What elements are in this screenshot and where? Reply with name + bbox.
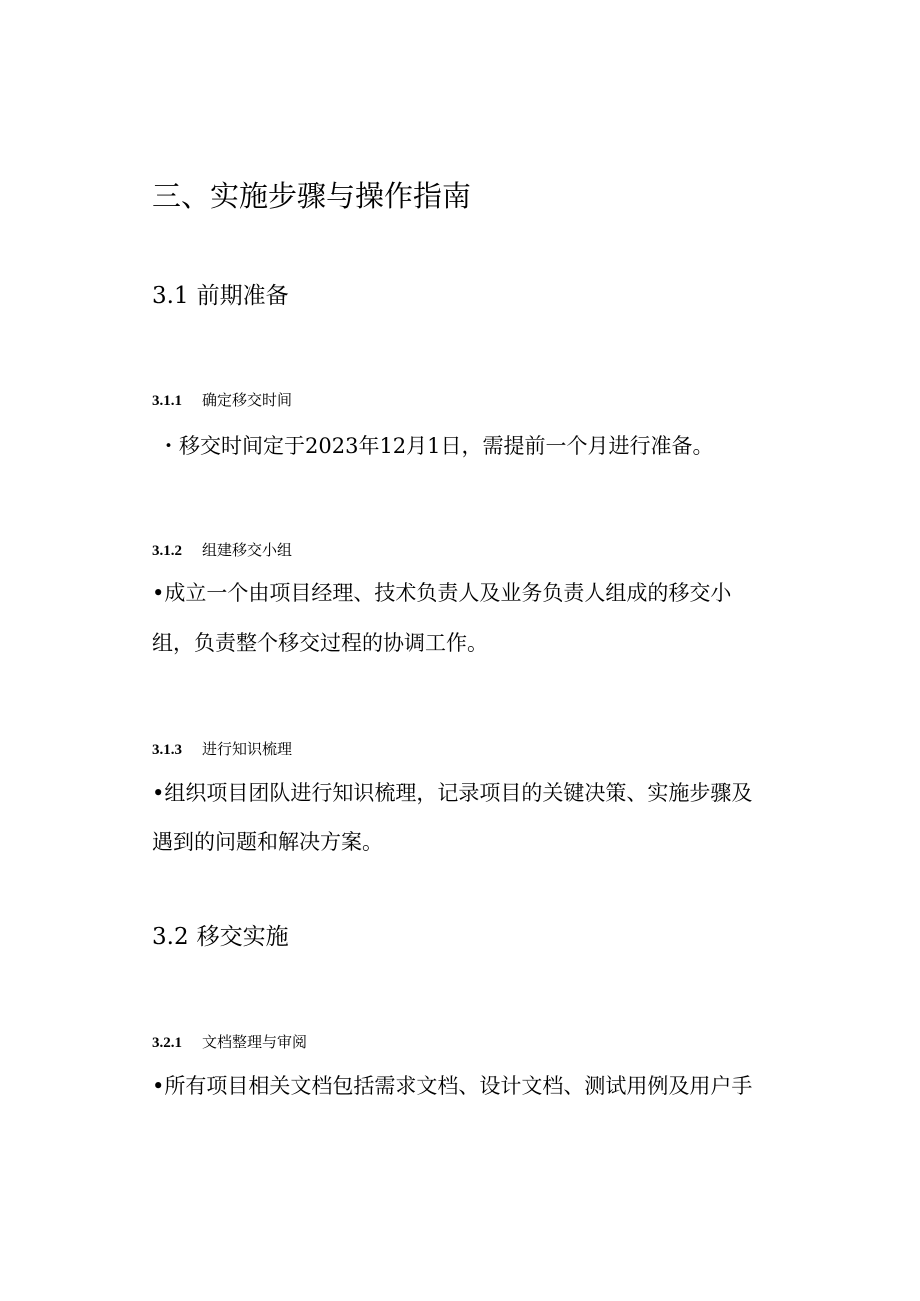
paragraph-line: 遇到的问题和解决方案。 [152, 830, 383, 854]
paragraph-line: •成立一个由项目经理、技术负责人及业务负责人组成的移交小 [152, 581, 732, 605]
subsection-title: 文档整理与审阅 [202, 1033, 308, 1051]
subsection-heading-3-1-1 [152, 389, 292, 412]
section-heading-3-1 [152, 280, 289, 312]
subsection-heading-3-1-3 [152, 738, 292, 761]
section-heading-3-2 [152, 921, 289, 953]
section-title: 移交实施 [196, 924, 289, 950]
section-number: 3.2 [152, 924, 189, 950]
section-title: 前期准备 [196, 283, 289, 309]
paragraph-line: 组，负责整个移交过程的协调工作。 [152, 631, 488, 655]
section-number: 3.1 [152, 283, 189, 309]
paragraph-line: ・移交时间定于2023年12月1日，需提前一个月进行准备。 [158, 434, 714, 458]
subsection-number: 3.1.1 [152, 393, 182, 409]
subsection-heading-3-2-1 [152, 1031, 307, 1054]
paragraph-line: •所有项目相关文档包括需求文档、设计文档、测试用例及用户手 [152, 1074, 753, 1098]
subsection-title: 确定移交时间 [202, 391, 293, 409]
subsection-title: 组建移交小组 [202, 541, 293, 559]
subsection-heading-3-1-2 [152, 539, 292, 562]
paragraph-line: •组织项目团队进行知识梳理，记录项目的关键决策、实施步骤及 [152, 781, 753, 805]
subsection-number: 3.1.2 [152, 543, 182, 559]
subsection-number: 3.1.3 [152, 742, 182, 758]
subsection-number: 3.2.1 [152, 1035, 182, 1051]
chapter-title: 三、实施步骤与操作指南 [152, 179, 472, 213]
subsection-title: 进行知识梳理 [202, 740, 293, 758]
